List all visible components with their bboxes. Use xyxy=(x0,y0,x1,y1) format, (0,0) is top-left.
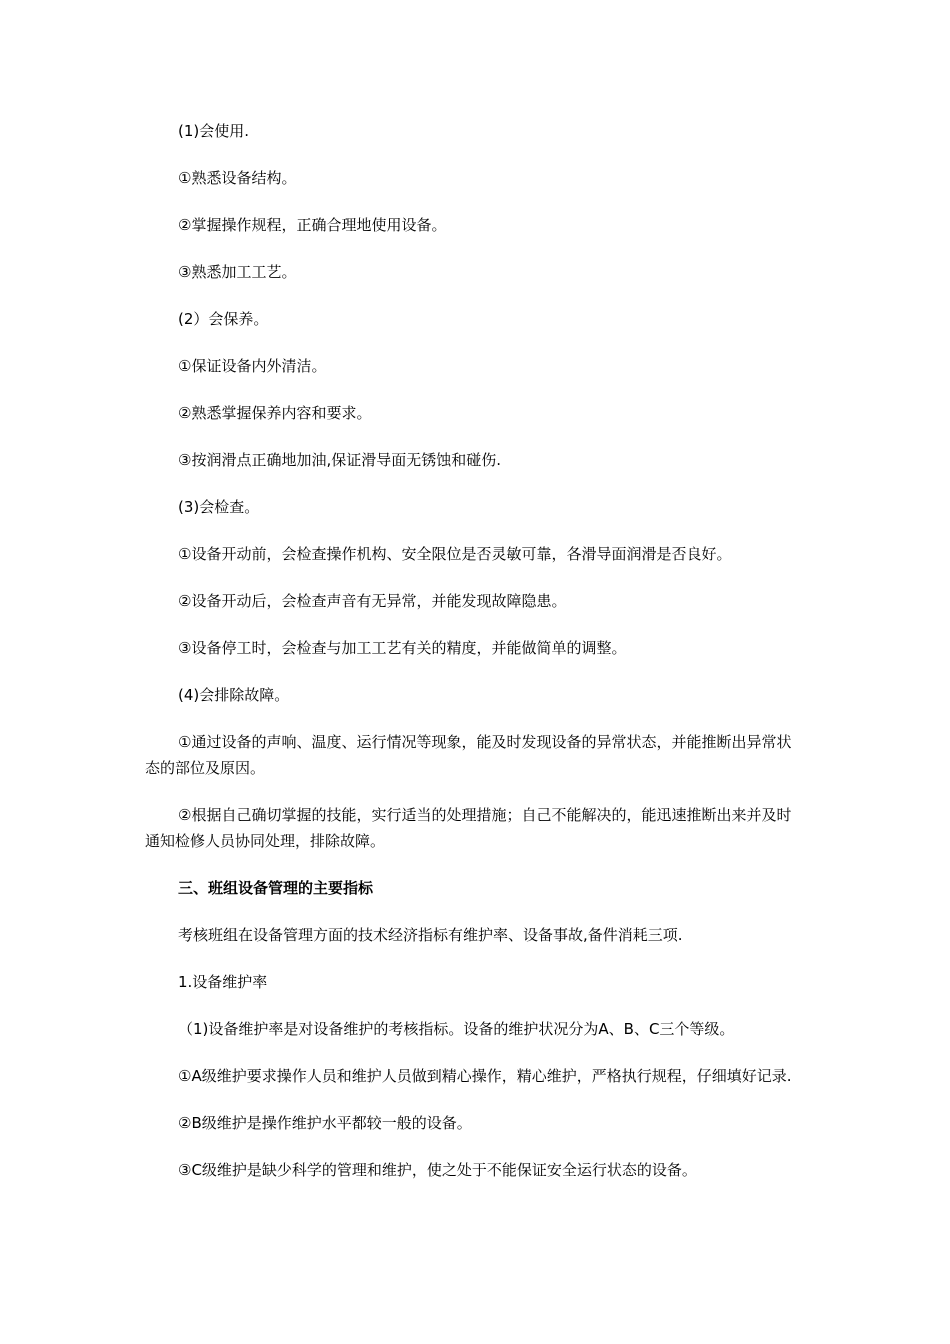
subsection-heading: 1.设备维护率 xyxy=(178,973,268,991)
paragraph: ②设备开动后，会检查声音有无异常，并能发现故障隐患。 xyxy=(178,592,567,610)
paragraph: ①A级维护要求操作人员和维护人员做到精心操作，精心维护，严格执行规程，仔细填好记录. xyxy=(178,1067,792,1085)
paragraph: （1)设备维护率是对设备维护的考核指标。设备的维护状况分为A、B、C三个等级。 xyxy=(178,1020,735,1038)
paragraph: (2）会保养。 xyxy=(178,310,269,328)
paragraph: ②根据自己确切掌握的技能，实行适当的处理措施；自己不能解决的，能迅速推断出来并及时通知检修人员协同处理，排除故障。 xyxy=(145,806,792,850)
paragraph: (3)会检查。 xyxy=(178,498,260,516)
paragraph: ③熟悉加工工艺。 xyxy=(178,263,297,281)
paragraph: ③C级维护是缺少科学的管理和维护，使之处于不能保证安全运行状态的设备。 xyxy=(178,1161,697,1179)
document-body xyxy=(145,118,805,1183)
paragraph: ③按润滑点正确地加油,保证滑导面无锈蚀和碰伤. xyxy=(178,451,501,469)
section-heading: 三、班组设备管理的主要指标 xyxy=(178,879,374,897)
paragraph: ③设备停工时，会检查与加工工艺有关的精度，并能做简单的调整。 xyxy=(178,639,627,657)
paragraph: ②熟悉掌握保养内容和要求。 xyxy=(178,404,372,422)
paragraph: ②B级维护是操作维护水平都较一般的设备。 xyxy=(178,1114,472,1132)
paragraph: 考核班组在设备管理方面的技术经济指标有维护率、设备事故,备件消耗三项. xyxy=(178,926,683,944)
paragraph: ①熟悉设备结构。 xyxy=(178,169,297,187)
paragraph: ①通过设备的声响、温度、运行情况等现象，能及时发现设备的异常状态，并能推断出异常状态的部位及原因。 xyxy=(145,733,792,777)
paragraph: ①设备开动前，会检查操作机构、安全限位是否灵敏可靠，各滑导面润滑是否良好。 xyxy=(178,545,732,563)
paragraph: (4)会排除故障。 xyxy=(178,686,290,704)
paragraph: ②掌握操作规程，正确合理地使用设备。 xyxy=(178,216,447,234)
paragraph: ①保证设备内外清洁。 xyxy=(178,357,327,375)
paragraph: (1)会使用. xyxy=(178,122,250,140)
